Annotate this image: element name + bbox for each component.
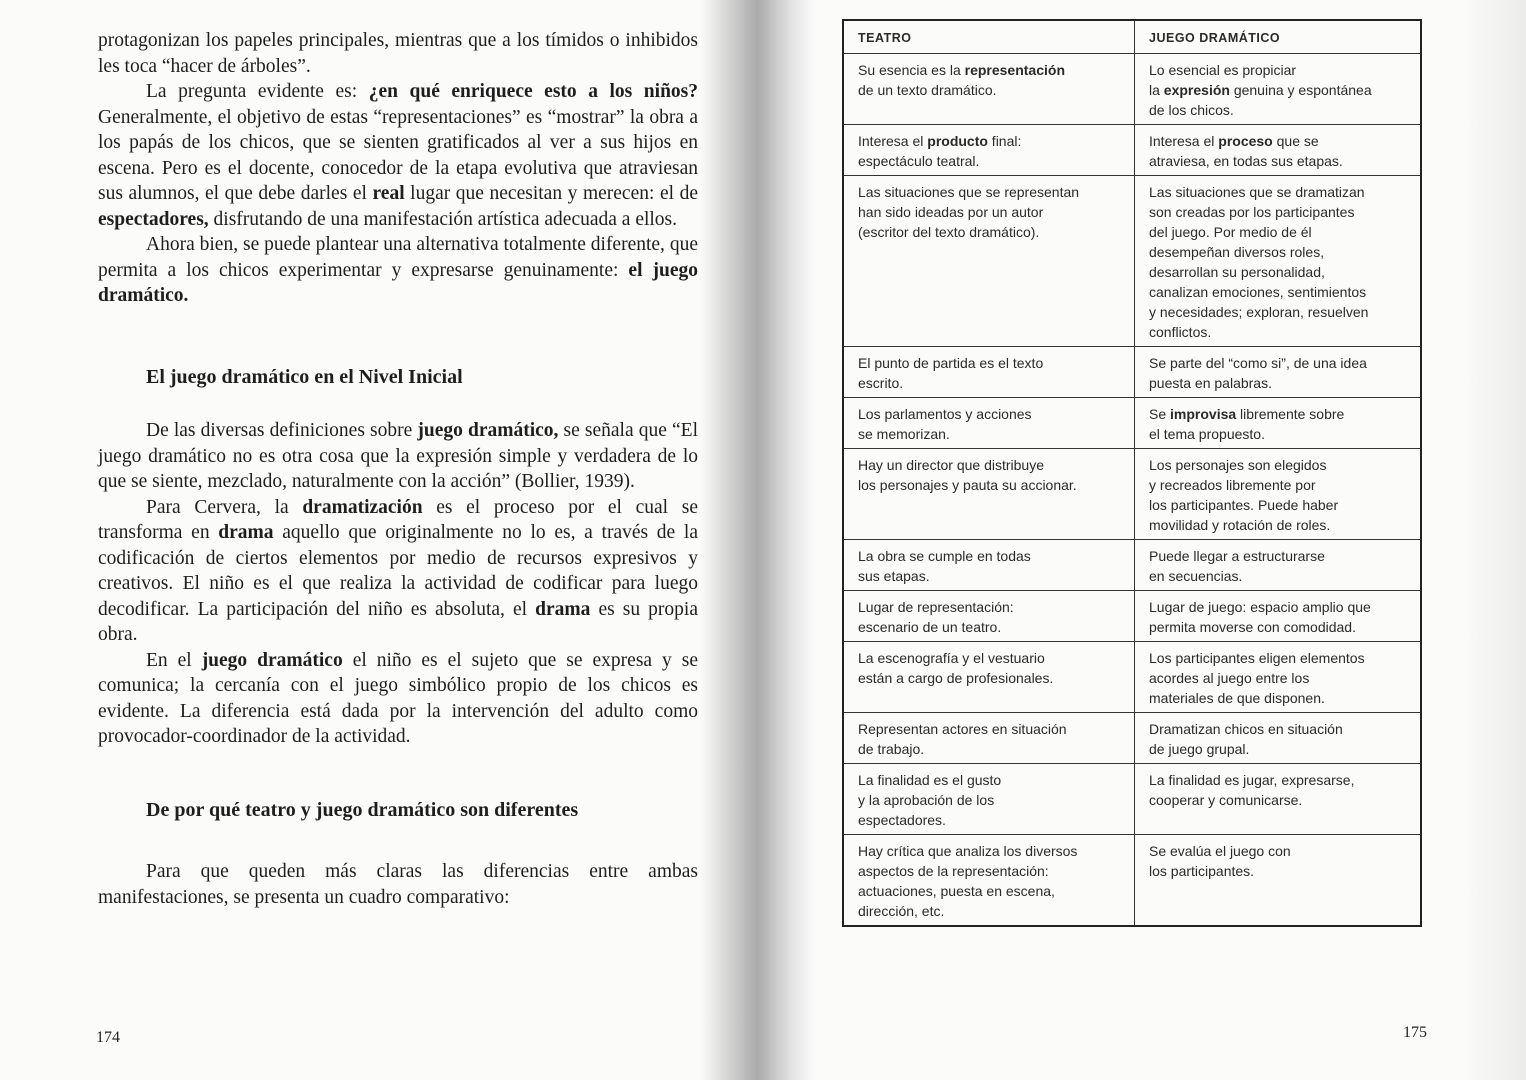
book-gutter-shadow <box>700 0 815 1080</box>
paragraph-3: Ahora bien, se puede plantear una alternativa totalmente diferente, que permita a los chicos experimentar y expresarse genuinamente: el juego dramático. <box>98 234 698 306</box>
cell-text: Se parte del “como si”, de una idea puesta en palabras. <box>1149 355 1367 391</box>
cell-teatro <box>843 347 1135 398</box>
cell-juego-dramatico <box>1135 835 1422 927</box>
cell-text: Los participantes eligen elementos acordes al juego entre los materiales de que disponen. <box>1149 650 1365 706</box>
cell-teatro <box>843 713 1135 764</box>
cell-text: que se atraviesa, en todas sus etapas. <box>1149 133 1343 169</box>
table-row <box>843 591 1421 642</box>
cell-teatro <box>843 591 1135 642</box>
column-header-teatro: TEATRO <box>843 20 1135 54</box>
cell-text: Hay un director que distribuye los personajes y pauta su accionar. <box>858 457 1077 493</box>
cell-teatro <box>843 540 1135 591</box>
table-row <box>843 642 1421 713</box>
page-number-right: 175 <box>1403 1024 1427 1041</box>
table-row <box>843 713 1421 764</box>
cell-text: El punto de partida es el texto escrito. <box>858 355 1044 391</box>
table-header-row <box>843 20 1421 54</box>
paragraph-1: protagonizan los papeles principales, mientras que a los tímidos o inhibidos les toca “hacer de árboles”. <box>98 30 698 77</box>
cell-text: Lo esencial es propiciar la <box>1149 62 1297 98</box>
cell-juego-dramatico <box>1135 398 1422 449</box>
table-row <box>843 347 1421 398</box>
cell-text: Los parlamentos y acciones se memorizan. <box>858 406 1032 442</box>
table-row <box>843 449 1421 540</box>
cell-juego-dramatico <box>1135 591 1422 642</box>
cell-juego-dramatico <box>1135 176 1422 347</box>
paragraph-5: Para Cervera, la dramatización es el proceso por el cual se transforma en drama aquello que originalmente no lo es, a través de la codificación de ciertos elementos por medio de recursos expresivos y creativos. El niño es el que realiza la actividad de codificar para luego decodificar. La participación del niño es absoluta, el drama es su propia obra. <box>98 496 699 645</box>
table-row <box>843 54 1421 125</box>
cell-juego-dramatico <box>1135 449 1422 540</box>
cell-text: Las situaciones que se representan han sido ideadas por un autor (escritor del texto dramático). <box>858 184 1080 240</box>
cell-text: Interesa el <box>1149 133 1219 149</box>
cell-juego-dramatico <box>1135 347 1422 398</box>
page-edge-shadow <box>1462 0 1526 1080</box>
cell-teatro <box>843 54 1135 125</box>
cell-text: Su esencia es la <box>858 62 965 78</box>
cell-juego-dramatico <box>1135 54 1422 125</box>
cell-text: Hay crítica que analiza los diversos aspectos de la representación: actuaciones, puesta en escena, dirección, etc. <box>858 843 1078 919</box>
cell-text: La finalidad es el gusto y la aprobación de los espectadores. <box>858 772 1002 828</box>
cell-text-bold: improvisa <box>1170 406 1237 422</box>
table-row <box>843 764 1421 835</box>
cell-text: Puede llegar a estructurarse en secuencias. <box>1149 548 1325 584</box>
comparison-table <box>842 19 1422 927</box>
cell-text: Se evalúa el juego con los participantes. <box>1149 843 1291 879</box>
cell-juego-dramatico <box>1135 642 1422 713</box>
cell-teatro <box>843 125 1135 176</box>
cell-juego-dramatico <box>1135 713 1422 764</box>
cell-text-bold: proceso <box>1218 133 1273 149</box>
cell-text: La escenografía y el vestuario están a cargo de profesionales. <box>858 650 1054 686</box>
paragraph-4: De las diversas definiciones sobre juego dramático, se señala que “El juego dramático no es otra cosa que la expresión simple y verdadera de lo que se siente, mezclado, naturalmente con la acción” (Bollier, 1939). <box>98 420 698 492</box>
cell-text: Las situaciones que se dramatizan son creadas por los participantes del juego. Por medio de él desempeñan diversos roles, desarrollan su personalidad, canalizan emociones, sentimientos y necesidades; exploran, resuelven conflictos. <box>1149 184 1369 340</box>
cell-text-bold: producto <box>927 133 988 149</box>
cell-text: Los personajes son elegidos y recreados libremente por los participantes. Puede haber movilidad y rotación de roles. <box>1149 457 1339 533</box>
table-body <box>843 54 1421 927</box>
table-row <box>843 176 1421 347</box>
cell-juego-dramatico <box>1135 764 1422 835</box>
table-row <box>843 835 1421 927</box>
table-row <box>843 125 1421 176</box>
cell-text: Interesa el <box>858 133 928 149</box>
cell-teatro <box>843 764 1135 835</box>
paragraph-6: En el juego dramático el niño es el sujeto que se expresa y se comunica; la cercanía con el juego simbólico propio de los chicos es evidente. La diferencia está dada por la intervención del adulto como provocador-coordinador de la actividad. <box>98 649 699 747</box>
cell-teatro <box>843 642 1135 713</box>
paragraph-2: La pregunta evidente es: ¿en qué enriquece esto a los niños? Generalmente, el objetivo de estas “representaciones” es “mostrar” la obra a los papás de los chicos, que se sienten gratificados al ver a sus hijos en escena. Pero es el docente, conocedor de la etapa evolutiva que atraviesan sus alumnos, el que debe darles el real lugar que necesitan y merecen: el de espectadores, disfrutando de una manifestación artística adecuada a ellos. <box>98 81 699 230</box>
cell-text-bold: representación <box>964 62 1065 78</box>
cell-text: Representan actores en situación de trabajo. <box>858 721 1067 757</box>
cell-text: La finalidad es jugar, expresarse, cooperar y comunicarse. <box>1149 772 1355 808</box>
cell-teatro <box>843 176 1135 347</box>
column-header-juego-dramatico: JUEGO DRAMÁTICO <box>1135 20 1422 54</box>
cell-text: Se <box>1149 406 1171 422</box>
cell-text: Lugar de juego: espacio amplio que permita moverse con comodidad. <box>1149 599 1371 635</box>
left-page <box>98 28 698 910</box>
cell-text-bold: expresión <box>1163 82 1230 98</box>
cell-teatro <box>843 398 1135 449</box>
page-number-left: 174 <box>96 1029 120 1046</box>
cell-juego-dramatico <box>1135 540 1422 591</box>
section-heading-diferencias: De por qué teatro y juego dramático son diferentes <box>146 798 579 821</box>
cell-juego-dramatico <box>1135 125 1422 176</box>
cell-teatro <box>843 835 1135 927</box>
paragraph-7: Para que queden más claras las diferencias entre ambas manifestaciones, se presenta un cuadro comparativo: <box>98 861 698 908</box>
table-row <box>843 398 1421 449</box>
table-row <box>843 540 1421 591</box>
cell-text: libremente sobre el tema propuesto. <box>1149 406 1345 442</box>
cell-text: Lugar de representación: escenario de un teatro. <box>858 599 1014 635</box>
section-heading-juego-dramatico: El juego dramático en el Nivel Inicial <box>146 365 463 388</box>
cell-text: La obra se cumple en todas sus etapas. <box>858 548 1031 584</box>
cell-text: Dramatizan chicos en situación de juego grupal. <box>1149 721 1343 757</box>
cell-teatro <box>843 449 1135 540</box>
cell-text: final: espectáculo teatral. <box>858 133 1022 169</box>
cell-text: de un texto dramático. <box>858 82 997 98</box>
cell-text: genuina y espontánea de los chicos. <box>1149 82 1372 118</box>
